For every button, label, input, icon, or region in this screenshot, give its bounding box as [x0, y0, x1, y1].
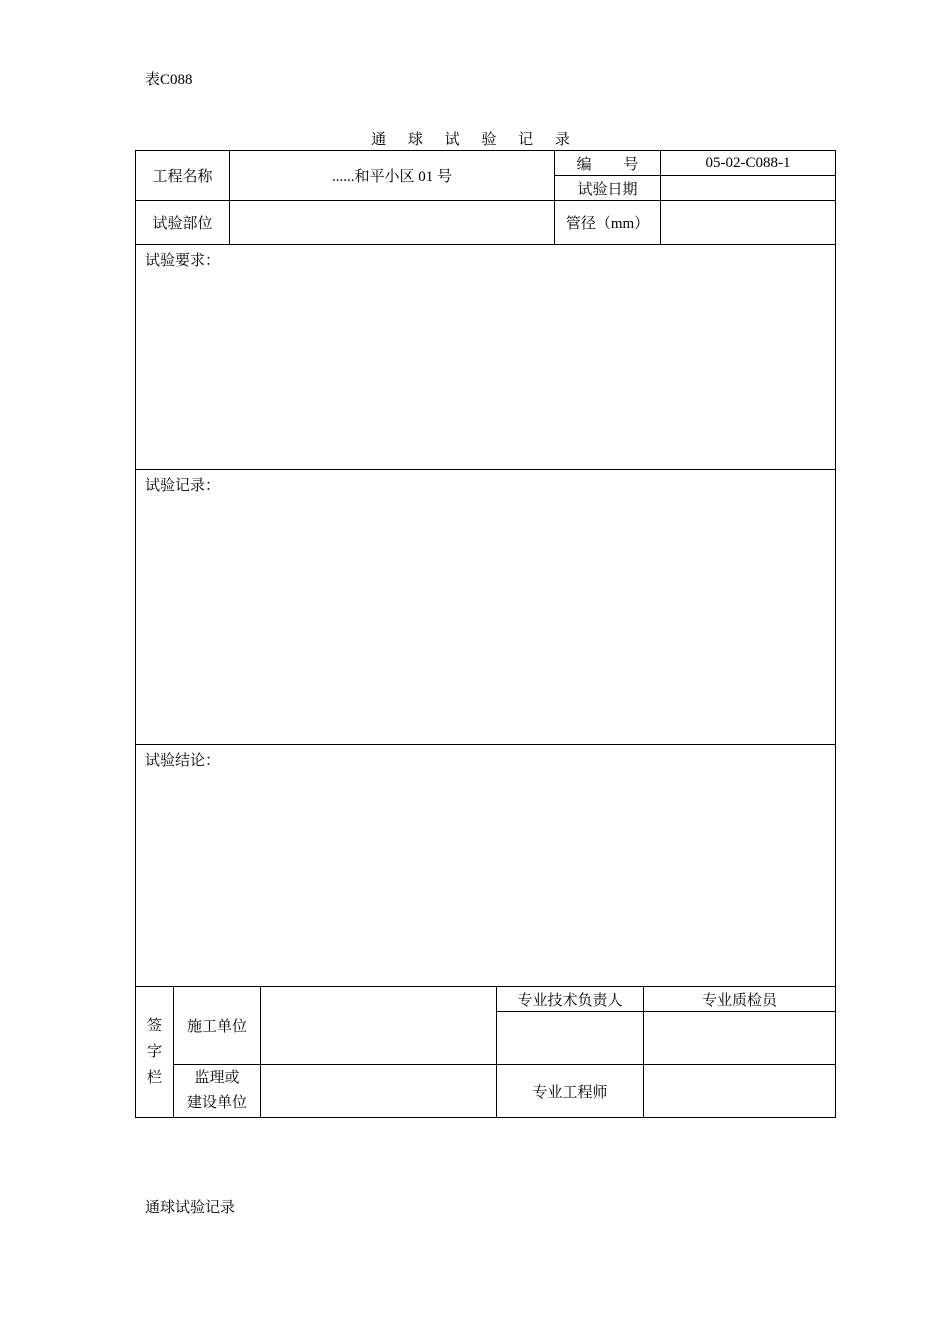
signature-table: [135, 986, 836, 1118]
test-date-value: [661, 176, 836, 201]
pipe-diameter-value: [661, 201, 836, 245]
test-location-label: 试验部位: [136, 201, 230, 245]
engineer-signature: [644, 1065, 836, 1118]
number-value: 05-02-C088-1: [661, 151, 836, 176]
tech-lead-signature: [497, 1012, 644, 1065]
test-location-value: [230, 201, 555, 245]
signature-column-label: [136, 987, 174, 1118]
footer-text: 通球试验记录: [145, 1200, 236, 1216]
supervision-unit-label-line1: 监理或: [194, 1070, 240, 1086]
construction-unit-label: 施工单位: [174, 987, 261, 1065]
quality-inspector-signature: [644, 1012, 836, 1065]
supervision-unit-label-line2: 建设单位: [186, 1095, 247, 1111]
project-name-label: 工程名称: [136, 151, 230, 201]
test-requirements-section: [136, 245, 836, 470]
test-record-label: 试验记录：: [145, 478, 221, 494]
signature-column-text: 签 字 栏: [146, 1018, 162, 1086]
test-conclusion-section: [136, 745, 836, 987]
test-conclusion-label: 试验结论：: [145, 753, 221, 769]
info-table: [135, 150, 836, 987]
tech-lead-label: 专业技术负责人: [497, 987, 644, 1012]
form-code: 表C088: [145, 72, 193, 88]
document-title: 通 球 试 验 记 录: [371, 132, 579, 148]
supervision-unit-signature: [261, 1065, 497, 1118]
number-label: 编 号: [555, 151, 661, 176]
quality-inspector-label: 专业质检员: [644, 987, 836, 1012]
engineer-label: 专业工程师: [497, 1065, 644, 1118]
supervision-unit-label: [174, 1065, 261, 1118]
test-date-label: 试验日期: [555, 176, 661, 201]
project-name-value: ......和平小区 01 号: [230, 151, 555, 201]
pipe-diameter-label: 管径（mm）: [555, 201, 661, 245]
test-requirements-label: 试验要求：: [145, 253, 221, 269]
construction-unit-signature: [261, 987, 497, 1065]
test-record-section: [136, 470, 836, 745]
